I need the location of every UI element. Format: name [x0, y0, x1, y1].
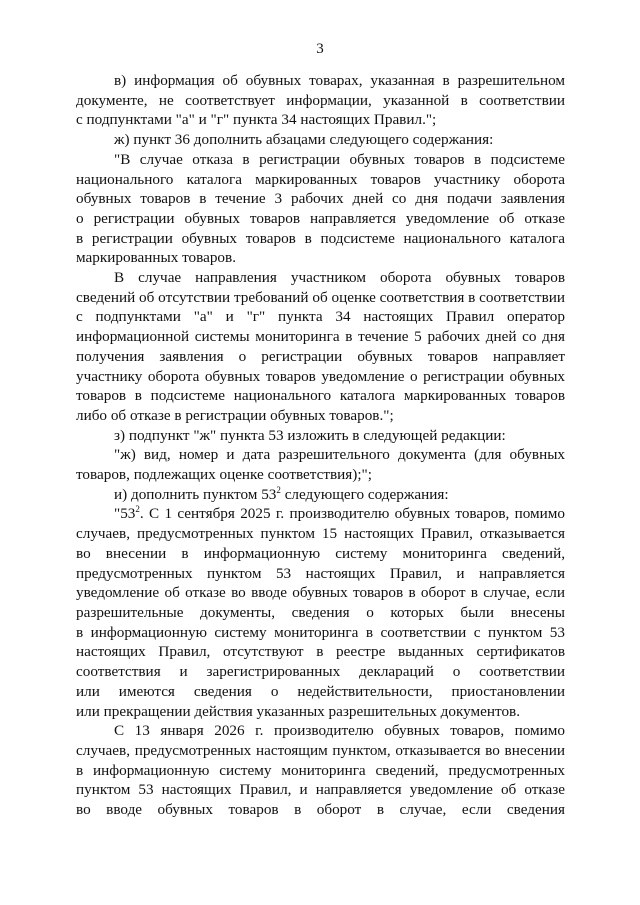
text-line: "В случае отказа в регистрации обувных товаров в подсистеме — [114, 150, 565, 168]
page-number: 3 — [316, 41, 324, 57]
text-line: настоящих Правил, отсутствуют в реестре выданных сертификатов — [76, 643, 565, 661]
text-line: в информационную систему мониторинга в соответствии с пунктом 53 — [76, 623, 565, 641]
text-line: обувных товаров в течение 3 рабочих дней со дня подачи заявления — [76, 190, 565, 208]
text-line: С 13 января 2026 г. производителю обувных товаров, помимо — [114, 722, 565, 740]
superscript: 2 — [276, 484, 281, 495]
text-line: в информационную систему мониторинга сведений, предусмотренных — [76, 761, 565, 779]
text-fragment: . С 1 сентября 2025 г. производителю обувных товаров, помимо — [139, 505, 565, 523]
text-line — [76, 504, 565, 524]
text-fragment: "53 — [114, 505, 136, 523]
text-fragment: следующего содержания: — [280, 485, 449, 503]
text-line: соответствия и зарегистрированных деклараций о соответствии — [76, 663, 565, 681]
text-line: случаев, предусмотренных пунктом 15 настоящих Правил, отказывается — [76, 525, 565, 543]
text-line: документе, не соответствует информации, указанной в соответствии — [76, 91, 565, 109]
text-line: получения заявления о регистрации обувных товаров направляет — [76, 347, 565, 365]
text-line: сведений об отсутствии требований об оценке соответствия в соответствии — [76, 288, 565, 306]
text-line: случаев, предусмотренных настоящим пунктом, отказывается во внесении — [76, 741, 565, 759]
text-line: товаров, подлежащих оценке соответствия);"; — [76, 466, 372, 484]
text-line: либо об отказе в регистрации обувных товаров."; — [76, 406, 394, 424]
text-line: пунктом 53 настоящих Правил, и направляется уведомление об отказе — [76, 781, 565, 799]
text-line: о регистрации обувных товаров направляется уведомление об отказе — [76, 209, 565, 227]
text-line: маркированных товаров. — [76, 249, 236, 267]
text-line: ж) пункт 36 дополнить абзацами следующего содержания: — [114, 131, 494, 149]
text-line: в) информация об обувных товарах, указанная в разрешительном — [114, 72, 565, 89]
text-line: товаров в подсистеме национального каталога маркированных товаров — [76, 387, 565, 405]
text-line: участнику оборота обувных товаров уведомление о регистрации обувных — [76, 367, 565, 385]
text-line: в регистрации обувных товаров в подсистеме национального каталога — [76, 229, 565, 247]
document-body — [76, 71, 565, 820]
text-line: з) подпункт "ж" пункта 53 изложить в следующей редакции: — [114, 426, 506, 444]
text-line: во вводе обувных товаров в оборот в случае, если сведения — [76, 801, 565, 819]
text-line: разрешительные документы, сведения о которых были внесены — [76, 603, 565, 621]
text-line: уведомление об отказе во вводе обувных товаров в оборот в случае, если — [76, 584, 565, 602]
text-line — [76, 485, 565, 505]
text-line: В случае направления участником оборота обувных товаров — [114, 269, 565, 287]
text-line: или имеются сведения о недействительности, приостановлении — [76, 682, 565, 700]
superscript: 2 — [135, 504, 140, 515]
text-fragment: и) дополнить пунктом 53 — [114, 485, 277, 503]
text-line: во внесении в информационную систему мониторинга сведений, — [76, 544, 565, 562]
text-line: или прекращении действия указанных разрешительных документов. — [76, 702, 521, 720]
text-line: "ж) вид, номер и дата разрешительного документа (для обувных — [114, 446, 565, 464]
text-line: национального каталога маркированных товаров участнику оборота — [76, 170, 565, 188]
text-line: с подпунктами "а" и "г" пункта 34 настоящих Правил."; — [76, 111, 437, 129]
text-line: предусмотренных пунктом 53 настоящих Правил, и направляется — [76, 564, 565, 582]
text-line: с подпунктами "а" и "г" пункта 34 настоящих Правил оператор — [76, 308, 565, 326]
text-line: информационной системы мониторинга в течение 5 рабочих дней со дня — [76, 328, 565, 346]
